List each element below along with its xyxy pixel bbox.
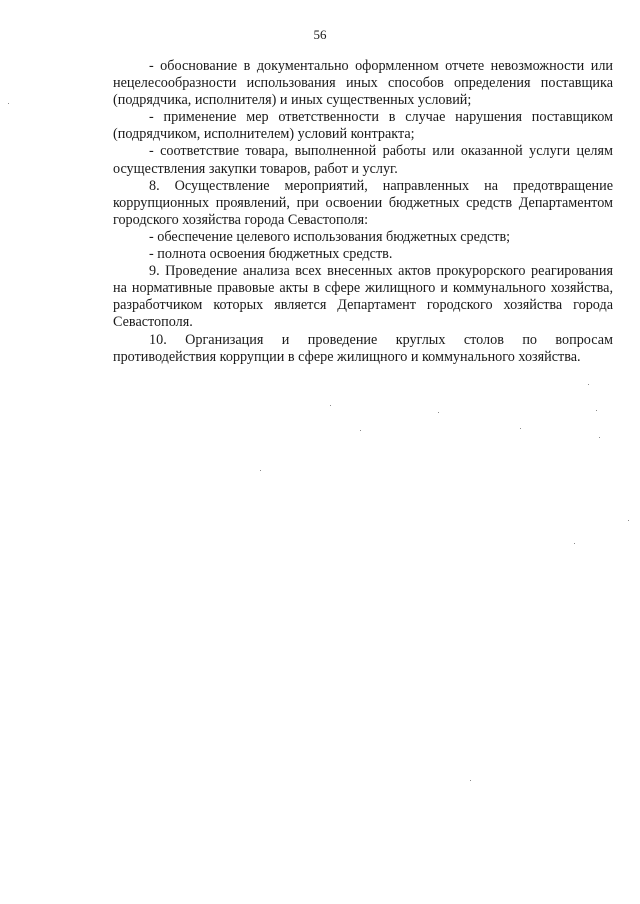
item-10-round-tables: 10. Организация и проведение круглых столов по вопросам противодействия коррупции в сфере жилищного и коммунального хозяйства.: [113, 331, 613, 365]
item-9-prosecutor-acts-analysis: 9. Проведение анализа всех внесенных актов прокурорского реагирования на нормативные правовые акты в сфере жилищного и коммунального хозяйства, разработчиком которых является Департамент городского хозяйства города Севастополя.: [113, 263, 613, 331]
bullet-supplier-liability: - применение мер ответственности в случае нарушения поставщиком (подрядчиком, исполнителем) условий контракта;: [113, 109, 613, 143]
item-8-anticorruption-measures: 8. Осуществление мероприятий, направленных на предотвращение коррупционных проявлений, при освоении бюджетных средств Департаментом городского хозяйства города Севастополя:: [113, 177, 613, 228]
bullet-targeted-use-of-funds: - обеспечение целевого использования бюджетных средств;: [149, 228, 511, 245]
bullet-goods-conformity: - соответствие товара, выполненной работы или оказанной услуги целям осуществления закупки товаров, работ и услуг.: [113, 143, 613, 177]
page-number: 56: [313, 27, 327, 42]
document-body: [113, 58, 613, 366]
bullet-full-use-of-funds: - полнота освоения бюджетных средств.: [149, 246, 393, 263]
bullet-justification-report: - обоснование в документально оформленном отчете невозможности или нецелесообразности использования иных способов определения поставщика (подрядчика, исполнителя) и иных существенных условий;: [113, 58, 613, 109]
